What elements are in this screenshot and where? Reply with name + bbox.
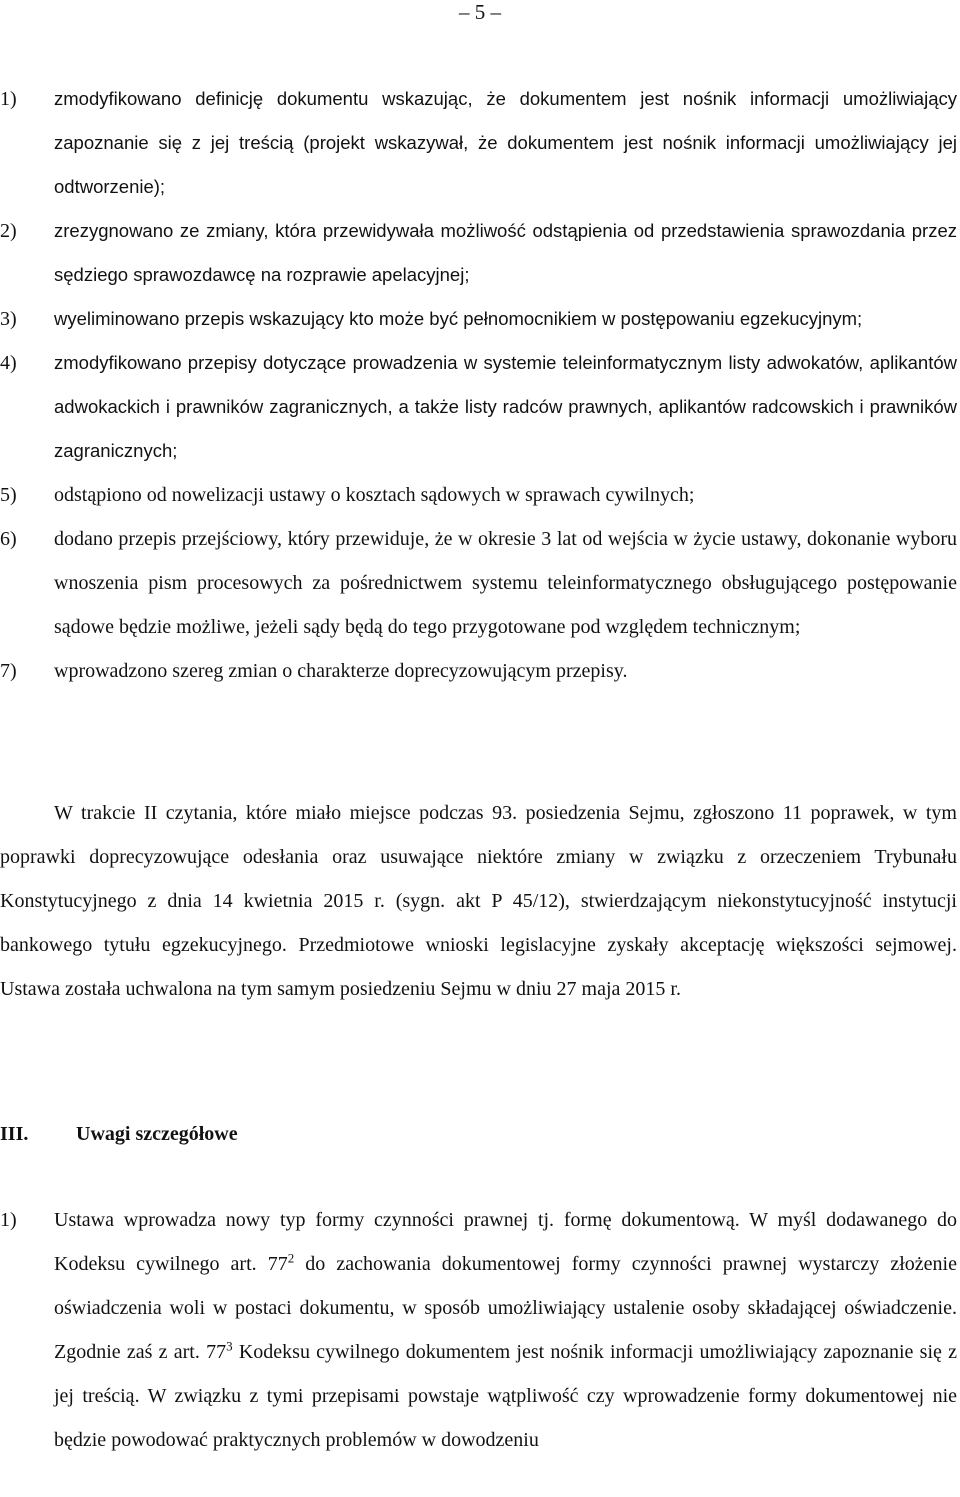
- text-part: Ustawa wprowadza nowy typ formy czynności prawnej tj. formę dokumentową. W myśl dodawanego do Kodeksu cywilnego art. 77: [54, 1209, 957, 1275]
- page-number: – 5 –: [459, 0, 501, 24]
- section-number: III.: [0, 1123, 29, 1145]
- list-item-number: 5): [0, 484, 17, 506]
- list-item-number: 4): [0, 352, 17, 374]
- list-item-number: 7): [0, 660, 17, 682]
- superscript: 2: [287, 1250, 295, 1266]
- list-item-number: 6): [0, 528, 17, 550]
- list-item-number: 1): [0, 88, 17, 110]
- list-item-text: odstąpiono od nowelizacji ustawy o kosztach sądowych w sprawach cywilnych;: [54, 484, 695, 506]
- list-item-number: 1): [0, 1209, 17, 1231]
- list-item: [0, 77, 960, 209]
- list-item-number: 2): [0, 220, 17, 242]
- list-item-text: wyeliminowano przepis wskazujący kto może być pełnomocnikiem w postępowaniu egzekucyjnym;: [54, 308, 863, 329]
- list-item: [0, 649, 960, 693]
- text-part: Kodeksu cywilnego dokumentem jest nośnik informacji umożliwiający zapoznanie się z jej treścią. W związku z tymi przepisami powstaje wątpliwość czy wprowadzenie formy dokumentowej nie będzie powodować praktycznych problemów w dowodzeniu: [54, 1341, 957, 1451]
- list-item-text: [54, 1198, 957, 1462]
- list-item-text: dodano przepis przejściowy, który przewiduje, że w okresie 3 lat od wejścia w życie ustawy, dokonanie wyboru wnoszenia pism procesowych za pośrednictwem systemu teleinformatycznego obsługującego postępowanie sądowe będzie możliwe, jeżeli sądy będą do tego przygotowane pod względem technicznym;: [54, 528, 957, 638]
- superscript: 3: [226, 1338, 233, 1354]
- list-item-number: 3): [0, 308, 17, 330]
- list-item: [0, 473, 960, 517]
- list-item: [0, 297, 960, 341]
- text-part: do zachowania dokumentowej formy czynności prawnej wystarczy złożenie oświadczenia woli w postaci dokumentu, w sposób umożliwiający ustalenie osoby składającej oświadczenie. Zgodnie zaś z art. 77: [54, 1253, 957, 1363]
- section-title: Uwagi szczegółowe: [76, 1123, 238, 1145]
- list-item-text: zrezygnowano ze zmiany, która przewidywała możliwość odstąpienia od przedstawienia sprawozdania przez sędziego sprawozdawcę na rozprawie apelacyjnej;: [54, 220, 957, 285]
- list-item: [0, 517, 960, 649]
- second-reading-paragraph: W trakcie II czytania, które miało miejsce podczas 93. posiedzenia Sejmu, zgłoszono 11 poprawek, w tym poprawki doprecyzowujące odesłania oraz usuwające niektóre zmiany w związku z orzeczeniem Trybunału Konstytucyjnego z dnia 14 kwietnia 2015 r. (sygn. akt P 45/12), stwierdzającym niekonstytucyjność instytucji bankowego tytułu egzekucyjnego. Przedmiotowe wnioski legislacyjne zyskały akceptację większości sejmowej. Ustawa została uchwalona na tym samym posiedzeniu Sejmu w dniu 27 maja 2015 r.: [0, 802, 957, 1000]
- list-item-text: wprowadzono szereg zmian o charakterze doprecyzowującym przepisy.: [54, 660, 628, 682]
- list-item: [0, 1198, 960, 1462]
- list-item-text: zmodyfikowano definicję dokumentu wskazując, że dokumentem jest nośnik informacji umożliwiający zapoznanie się z jej treścią (projekt wskazywał, że dokumentem jest nośnik informacji umożliwiający jej odtworzenie);: [54, 88, 957, 197]
- list-item: [0, 209, 960, 297]
- list-item: [0, 341, 960, 473]
- list-item-text: zmodyfikowano przepisy dotyczące prowadzenia w systemie teleinformatycznym listy adwokatów, aplikantów adwokackich i prawników zagranicznych, a także listy radców prawnych, aplikantów radcowskich i prawników zagranicznych;: [54, 352, 957, 461]
- changes-list: [0, 77, 960, 693]
- detailed-remarks-list: [0, 1198, 960, 1462]
